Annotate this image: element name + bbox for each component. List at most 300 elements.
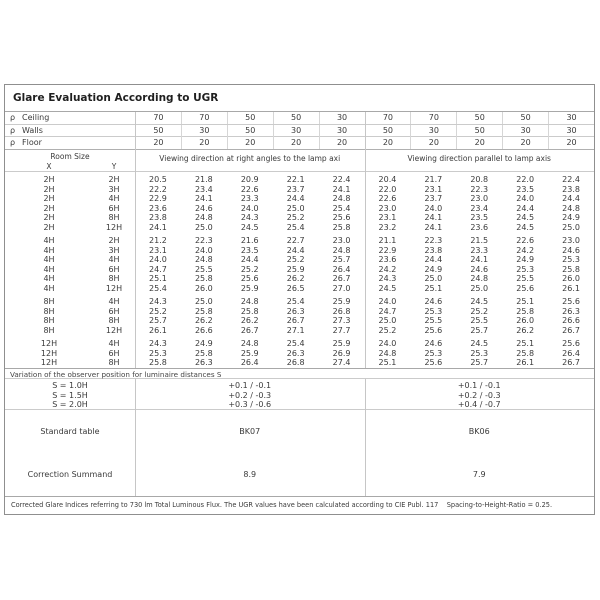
- ugr-value: 25.3: [149, 348, 167, 358]
- divider-line: [365, 379, 366, 496]
- reflectance-value: 50: [135, 125, 181, 137]
- ugr-value: 26.2: [286, 274, 305, 283]
- ugr-value: 23.3: [240, 194, 259, 203]
- ugr-value: 24.1: [424, 222, 443, 232]
- room-x-value: 2H: [43, 175, 55, 184]
- ugr-value: 26.0: [194, 283, 213, 293]
- ugr-value: 24.9: [516, 255, 535, 264]
- rho-symbol: ρ: [10, 125, 16, 135]
- ugr-value: 24.8: [378, 348, 397, 358]
- ugr-value: 23.8: [149, 213, 167, 222]
- ugr-value: 24.0: [194, 245, 213, 255]
- reflectance-row: [5, 112, 594, 125]
- ugr-value: 25.0: [562, 222, 580, 232]
- ugr-value: 26.4: [332, 264, 351, 274]
- table-row: [5, 213, 594, 223]
- reflectance-value: 70: [410, 112, 456, 124]
- ugr-value: 25.6: [424, 325, 443, 335]
- ugr-value: 24.4: [286, 245, 305, 255]
- ugr-value: 23.2: [378, 222, 397, 232]
- ugr-value: 25.4: [286, 297, 305, 306]
- reflectance-value: 20: [319, 137, 365, 149]
- room-x-value: 4H: [43, 274, 55, 283]
- room-size-header: [5, 150, 135, 172]
- reflectance-value: 20: [227, 137, 273, 149]
- ugr-value: 23.0: [332, 236, 351, 245]
- reflectance-value: 50: [456, 125, 502, 137]
- reflectance-value: 50: [456, 112, 502, 124]
- table-row: [5, 236, 594, 246]
- ugr-value: 27.0: [332, 283, 351, 293]
- ugr-value: 24.6: [470, 264, 489, 274]
- s-values-right-angles: [135, 381, 365, 410]
- ugr-value: 24.0: [424, 203, 443, 213]
- ugr-value: 24.2: [378, 264, 397, 274]
- table-row: [5, 223, 594, 233]
- ugr-value: 22.1: [286, 175, 305, 184]
- ugr-value: 26.7: [240, 325, 259, 335]
- ugr-value: 25.5: [424, 316, 443, 325]
- correction-summand-value-2: 7.9: [472, 469, 486, 479]
- s-labels-column: [5, 381, 135, 410]
- reflectance-value: 20: [181, 137, 227, 149]
- ugr-value: 24.6: [562, 245, 580, 255]
- ugr-value: 24.1: [332, 184, 351, 194]
- ugr-value: 24.8: [332, 194, 351, 203]
- reflectance-value: 20: [456, 137, 502, 149]
- ugr-value: 24.7: [149, 264, 167, 274]
- ugr-value: 24.9: [194, 339, 213, 348]
- ugr-value: 27.7: [332, 325, 351, 335]
- s-correction-value: +0.2 / -0.3: [457, 390, 501, 400]
- ugr-value: 26.8: [332, 306, 351, 316]
- room-size-block: [5, 175, 594, 232]
- divider-line: [135, 379, 136, 496]
- ugr-value: 23.3: [470, 245, 489, 255]
- room-x-value: 4H: [43, 245, 55, 255]
- room-y-value: 8H: [108, 213, 120, 222]
- ugr-value: 26.6: [194, 325, 213, 335]
- room-x-value: 4H: [43, 236, 55, 245]
- table-row: [5, 297, 594, 307]
- room-x-value: 4H: [43, 283, 55, 293]
- ugr-value: 25.8: [332, 222, 351, 232]
- ugr-value: 25.6: [332, 213, 351, 222]
- reflectance-value: 30: [181, 125, 227, 137]
- ugr-value: 24.4: [240, 255, 259, 264]
- s-correction-value: +0.3 / -0.6: [228, 400, 272, 409]
- ugr-value: 26.4: [562, 348, 580, 358]
- table-row: [5, 185, 594, 195]
- reflectance-value: 70: [181, 112, 227, 124]
- room-y-value: 8H: [108, 274, 120, 283]
- room-size-block: [5, 297, 594, 335]
- room-x-value: 2H: [43, 222, 55, 232]
- room-y-value: 12H: [105, 283, 123, 293]
- ugr-value: 22.0: [378, 184, 397, 194]
- reflectance-value: 20: [410, 137, 456, 149]
- reflectance-value: 30: [548, 112, 594, 124]
- room-x-value: 12H: [40, 358, 58, 367]
- room-x-value: 8H: [43, 316, 55, 325]
- ugr-value: 23.6: [378, 255, 397, 264]
- ugr-value: 24.6: [424, 297, 443, 306]
- ugr-value: 23.5: [516, 184, 535, 194]
- room-x-value: 2H: [43, 213, 55, 222]
- ugr-value: 25.7: [332, 255, 351, 264]
- reflectance-value: 70: [135, 112, 181, 124]
- ugr-value: 25.1: [149, 274, 167, 283]
- ugr-value: 25.2: [470, 306, 489, 316]
- ugr-value: 25.0: [424, 274, 443, 283]
- ugr-value: 24.1: [149, 222, 167, 232]
- room-size-block: [5, 339, 594, 368]
- reflectance-value: 50: [365, 125, 411, 137]
- room-y-value: 2H: [108, 236, 120, 245]
- ugr-data-area: [5, 172, 594, 368]
- room-y-value: 3H: [108, 184, 120, 194]
- ugr-value: 26.7: [332, 274, 351, 283]
- ugr-value: 22.6: [378, 194, 397, 203]
- ugr-value: 26.1: [516, 358, 535, 367]
- s-values-parallel: [365, 381, 595, 410]
- ugr-value: 23.1: [149, 245, 167, 255]
- divider-line: [135, 112, 136, 368]
- reflectance-value: 20: [365, 137, 411, 149]
- ugr-value: 23.1: [378, 213, 397, 222]
- room-y-value: 6H: [108, 348, 120, 358]
- standard-table-value-2: BK06: [468, 426, 490, 436]
- ugr-value: 26.7: [562, 358, 580, 367]
- ugr-value: 24.5: [470, 297, 489, 306]
- ugr-value: 25.6: [424, 358, 443, 367]
- reflectance-value: 20: [135, 137, 181, 149]
- ugr-value: 25.3: [424, 306, 443, 316]
- ugr-value: 25.2: [286, 255, 305, 264]
- ugr-value: 21.6: [240, 236, 259, 245]
- ugr-value: 26.4: [240, 358, 259, 367]
- ugr-value: 25.1: [378, 358, 397, 367]
- ugr-value: 23.4: [194, 184, 213, 194]
- viewing-direction-right-angles-header: Viewing direction at right angles to the lamp axi: [159, 153, 341, 163]
- ugr-value: 23.6: [149, 203, 167, 213]
- ugr-value: 26.3: [286, 348, 305, 358]
- table-row: [5, 307, 594, 317]
- reflectance-value: 30: [319, 112, 365, 124]
- ugr-value: 23.5: [240, 245, 259, 255]
- ugr-value: 23.0: [470, 194, 489, 203]
- ugr-value: 25.4: [286, 339, 305, 348]
- ugr-value: 24.9: [562, 213, 580, 222]
- ugr-value: 26.3: [286, 306, 305, 316]
- reflectance-row: [5, 137, 594, 150]
- ugr-value: 25.6: [562, 339, 580, 348]
- s-correction-value: +0.1 / -0.1: [457, 381, 501, 390]
- room-x-value: 4H: [43, 255, 55, 264]
- table-row: [5, 265, 594, 275]
- ugr-value: 22.9: [378, 245, 397, 255]
- ugr-value: 24.5: [470, 339, 489, 348]
- ugr-value: 23.5: [470, 213, 489, 222]
- ugr-value: 22.0: [516, 175, 535, 184]
- ugr-value: 21.2: [149, 236, 167, 245]
- ugr-value: 25.9: [286, 264, 305, 274]
- ugr-value: 25.2: [149, 306, 167, 316]
- ugr-value: 24.3: [378, 274, 397, 283]
- table-row: [5, 326, 594, 336]
- ugr-value: 25.3: [470, 348, 489, 358]
- table-row: [5, 175, 594, 185]
- reflectance-value: 50: [502, 112, 548, 124]
- ugr-value: 20.4: [378, 175, 397, 184]
- y-column-label: Y: [111, 161, 117, 171]
- ugr-value: 21.8: [194, 175, 213, 184]
- s-correction-value: +0.1 / -0.1: [228, 381, 272, 390]
- reflectance-value: 30: [273, 125, 319, 137]
- room-y-value: 4H: [108, 255, 120, 264]
- s-distance-label: S = 1.0H: [52, 381, 88, 390]
- ugr-value: 25.3: [424, 348, 443, 358]
- s-correction-value: +0.2 / -0.3: [228, 390, 272, 400]
- reflectance-label: [5, 137, 135, 149]
- ugr-value: 25.7: [149, 316, 167, 325]
- room-x-value: 4H: [43, 264, 55, 274]
- ugr-value: 27.3: [332, 316, 351, 325]
- standard-table-label: Standard table: [40, 426, 100, 436]
- ugr-value: 25.8: [240, 306, 259, 316]
- ugr-value: 24.9: [424, 264, 443, 274]
- table-row: [5, 274, 594, 284]
- rho-symbol: ρ: [10, 138, 16, 147]
- ugr-value: 27.4: [332, 358, 351, 367]
- x-column-label: X: [46, 161, 52, 171]
- ugr-value: 25.8: [194, 274, 213, 283]
- ugr-value: 24.6: [424, 339, 443, 348]
- ugr-value: 24.0: [240, 203, 259, 213]
- room-x-value: 2H: [43, 184, 55, 194]
- room-y-value: 4H: [108, 297, 120, 306]
- ugr-value: 25.0: [194, 222, 213, 232]
- ugr-value: 23.0: [378, 203, 397, 213]
- room-y-value: 12H: [105, 325, 123, 335]
- ugr-value: 26.1: [149, 325, 167, 335]
- reflectance-label: [5, 112, 135, 124]
- reflectance-value: 20: [548, 137, 594, 149]
- s-correction-value: +0.4 / -0.7: [457, 400, 501, 409]
- correction-summand-row: [5, 453, 594, 496]
- ugr-value: 25.4: [332, 203, 351, 213]
- room-y-value: 12H: [105, 222, 123, 232]
- table-row: [5, 204, 594, 214]
- ugr-value: 25.3: [562, 255, 580, 264]
- s-distance-label: S = 2.0H: [52, 400, 88, 409]
- reflectance-value: 70: [365, 112, 411, 124]
- ugr-value: 24.5: [516, 222, 535, 232]
- ugr-value: 22.3: [470, 184, 489, 194]
- ugr-value: 25.6: [240, 274, 259, 283]
- ugr-value: 24.6: [194, 203, 213, 213]
- ugr-value: 24.2: [516, 245, 535, 255]
- ugr-value: 21.1: [378, 236, 397, 245]
- table-row: [5, 349, 594, 359]
- ugr-value: 22.6: [240, 184, 259, 194]
- ugr-value: 23.7: [424, 194, 443, 203]
- ugr-value: 26.7: [562, 325, 580, 335]
- ugr-value: 23.6: [470, 222, 489, 232]
- room-y-value: 6H: [108, 306, 120, 316]
- ugr-value: 25.7: [470, 358, 489, 367]
- room-x-value: 8H: [43, 297, 55, 306]
- ugr-value: 25.9: [332, 339, 351, 348]
- ugr-value: 20.9: [240, 175, 259, 184]
- ugr-value: 22.3: [424, 236, 443, 245]
- ugr-value: 24.4: [286, 194, 305, 203]
- table-row: [5, 255, 594, 265]
- room-x-value: 8H: [43, 325, 55, 335]
- ugr-value: 26.1: [562, 283, 580, 293]
- room-y-value: 3H: [108, 245, 120, 255]
- ugr-value: 24.5: [516, 213, 535, 222]
- ugr-value: 25.8: [562, 264, 580, 274]
- ugr-value: 21.7: [424, 175, 443, 184]
- ugr-value: 25.1: [516, 297, 535, 306]
- ugr-value: 26.2: [194, 316, 213, 325]
- ugr-value: 24.0: [516, 194, 535, 203]
- ugr-value: 22.2: [149, 184, 167, 194]
- ugr-value: 24.1: [470, 255, 489, 264]
- ugr-value: 25.5: [470, 316, 489, 325]
- room-x-value: 8H: [43, 306, 55, 316]
- table-row: [5, 284, 594, 294]
- ugr-value: 24.8: [194, 213, 213, 222]
- ugr-value: 25.4: [149, 283, 167, 293]
- room-y-value: 6H: [108, 203, 120, 213]
- reflectance-row: [5, 125, 594, 138]
- ugr-value: 25.0: [194, 297, 213, 306]
- ugr-value: 20.8: [470, 175, 489, 184]
- ugr-value: 25.1: [516, 339, 535, 348]
- ugr-value: 26.3: [562, 306, 580, 316]
- ugr-value: 23.0: [562, 236, 580, 245]
- ugr-value: 24.1: [424, 213, 443, 222]
- room-x-value: 2H: [43, 194, 55, 203]
- ugr-value: 22.6: [516, 236, 535, 245]
- rho-symbol: ρ: [10, 113, 16, 122]
- ugr-value: 25.0: [470, 283, 489, 293]
- reflectance-value: 30: [319, 125, 365, 137]
- ugr-value: 26.2: [516, 325, 535, 335]
- standard-table-row: [5, 410, 594, 453]
- ugr-value: 24.7: [378, 306, 397, 316]
- correction-summand-label: Correction Summand: [27, 469, 113, 479]
- ugr-value: 25.9: [240, 283, 259, 293]
- room-y-value: 4H: [108, 194, 120, 203]
- ugr-value: 25.5: [194, 264, 213, 274]
- ugr-value: 22.4: [332, 175, 351, 184]
- ugr-value: 25.6: [562, 297, 580, 306]
- ugr-value: 24.4: [562, 194, 580, 203]
- ugr-value: 25.9: [332, 297, 351, 306]
- divider-line: [365, 112, 366, 368]
- room-y-value: 2H: [108, 175, 120, 184]
- ugr-value: 25.4: [286, 222, 305, 232]
- ugr-value: 25.8: [149, 358, 167, 367]
- ugr-value: 25.2: [240, 264, 259, 274]
- ugr-value: 25.1: [424, 283, 443, 293]
- observer-variation-section: [5, 379, 594, 410]
- reflectance-value: 50: [273, 112, 319, 124]
- ugr-value: 25.8: [516, 306, 535, 316]
- ugr-value: 25.7: [470, 325, 489, 335]
- ugr-value: 23.8: [562, 184, 580, 194]
- footer-note: Corrected Glare Indices referring to 730 lm Total Luminous Flux. The UGR values have been calculated according to CIE Publ. 117 Spacing-to-Height-Ratio = 0.25.: [5, 496, 594, 515]
- reflectance-section: [5, 112, 594, 150]
- ugr-value: 23.7: [286, 184, 305, 194]
- ugr-value: 26.8: [286, 358, 305, 367]
- ugr-value: 22.7: [286, 236, 305, 245]
- ugr-value: 22.9: [149, 194, 167, 203]
- ugr-value: 26.6: [562, 316, 580, 325]
- ugr-value: 25.6: [516, 283, 535, 293]
- ugr-value: 24.3: [149, 297, 167, 306]
- ugr-value: 24.4: [424, 255, 443, 264]
- room-x-value: 2H: [43, 203, 55, 213]
- ugr-value: 25.8: [516, 348, 535, 358]
- variation-note: Variation of the observer position for luminaire distances S: [5, 368, 594, 380]
- reflectance-value: 30: [548, 125, 594, 137]
- ugr-value: 26.7: [286, 316, 305, 325]
- ugr-value: 22.4: [562, 175, 580, 184]
- room-size-label: Room Size: [50, 151, 90, 161]
- table-row: [5, 194, 594, 204]
- ugr-value: 24.1: [194, 194, 213, 203]
- ugr-value: 24.4: [516, 203, 535, 213]
- ugr-value: 25.0: [378, 316, 397, 325]
- ugr-value: 26.0: [516, 316, 535, 325]
- ugr-value: 26.2: [240, 316, 259, 325]
- table-row: [5, 339, 594, 349]
- viewing-direction-parallel-header: Viewing direction parallel to lamp axis: [407, 153, 551, 163]
- ugr-value: 26.0: [562, 274, 580, 283]
- ugr-value: 24.5: [378, 283, 397, 293]
- ugr-value: 23.1: [424, 184, 443, 194]
- ugr-value: 24.0: [378, 339, 397, 348]
- ugr-value: 22.3: [194, 236, 213, 245]
- ugr-value: 23.4: [470, 203, 489, 213]
- room-size-block: [5, 236, 594, 293]
- ugr-value: 25.2: [286, 213, 305, 222]
- room-y-value: 8H: [108, 358, 120, 367]
- reflectance-surface: Walls: [22, 125, 43, 135]
- ugr-value: 24.5: [240, 222, 259, 232]
- ugr-glare-table: [4, 84, 595, 515]
- ugr-value: 24.3: [149, 339, 167, 348]
- ugr-value: 24.0: [378, 297, 397, 306]
- ugr-value: 26.9: [332, 348, 351, 358]
- ugr-value: 26.5: [286, 283, 305, 293]
- table-row: [5, 316, 594, 326]
- reflectance-value: 50: [227, 125, 273, 137]
- ugr-value: 25.0: [286, 203, 305, 213]
- ugr-value: 25.5: [516, 274, 535, 283]
- standard-table-value-1: BK07: [239, 426, 261, 436]
- ugr-value: 24.0: [149, 255, 167, 264]
- table-row: [5, 246, 594, 256]
- ugr-value: 25.9: [240, 348, 259, 358]
- s-distance-label: S = 1.5H: [52, 390, 88, 400]
- ugr-value: 24.8: [470, 274, 489, 283]
- room-x-value: 12H: [40, 339, 58, 348]
